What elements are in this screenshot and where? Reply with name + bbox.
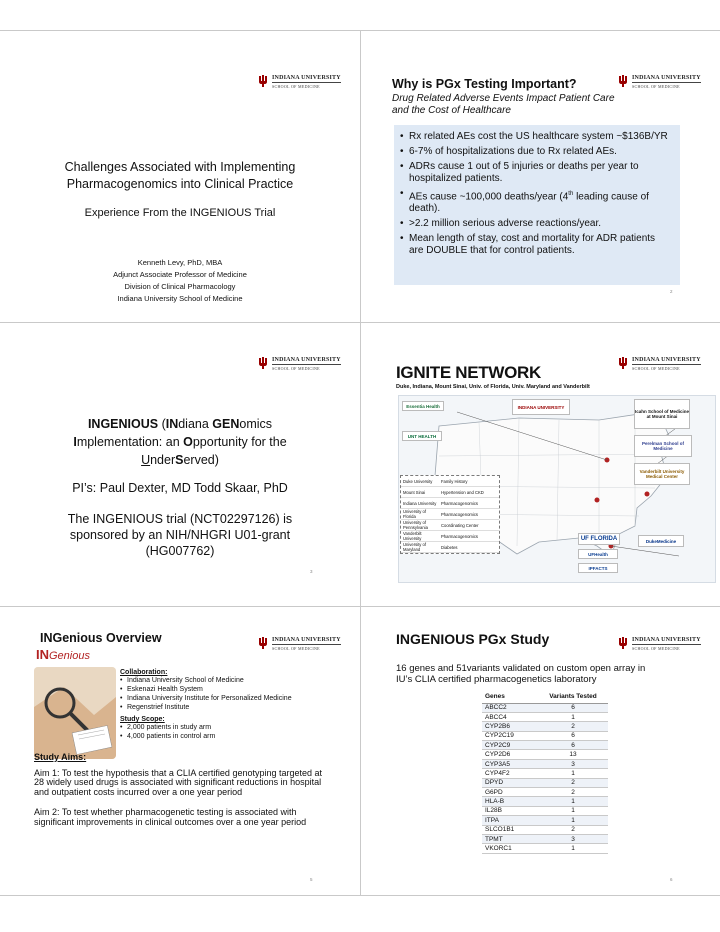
site-row: Duke University Family History: [401, 476, 499, 487]
collaborator-item: • Eskenazi Health System: [120, 685, 356, 694]
author-institution: Indiana University School of Medicine: [117, 294, 243, 303]
slide-2-subtitle-line2: and the Cost of Healthcare: [392, 105, 511, 116]
uf-health-logo: UFHealth: [578, 549, 618, 559]
site-row: University of Maryland Diabetes: [401, 542, 499, 553]
fact-bullet: • ADRs cause 1 out of 5 injuries or deaths per year to hospitalized patients.: [400, 161, 672, 185]
penn-logo: Perelman School of Medicine: [634, 435, 692, 457]
table-row: DPYD 2: [482, 778, 608, 787]
pgx-intro-line1: 16 genes and 51variants validated on custom open array in: [396, 663, 646, 674]
iu-trident-icon: [258, 357, 268, 369]
table-row: CYP2C19 6: [482, 731, 608, 740]
slide-1-title-line2: Pharmacogenomics into Clinical Practice: [66, 177, 294, 191]
unt-health-logo: UNT HEALTH: [402, 431, 442, 441]
table-row: IL28B 1: [482, 806, 608, 815]
table-row: CYP3A5 3: [482, 759, 608, 768]
author-role: Adjunct Associate Professor of Medicine: [113, 270, 247, 279]
ignite-sites-table: [400, 475, 500, 554]
table-row: CYP2B6 2: [482, 722, 608, 731]
trial-line1: The INGENIOUS trial (NCT02297126) is: [67, 512, 293, 526]
ingenious-acronym: INGENIOUS (INdiana GENomics Implementation: an Opportunity for the UnderServed): [73, 417, 287, 467]
slide-5-overview: [0, 607, 360, 891]
pharmacy-photo: [34, 667, 116, 759]
collaborator-item: • Indiana University School of Medicine: [120, 676, 356, 685]
column-header-genes: Genes: [482, 691, 538, 703]
site-row: Indiana University Pharmacogenomics: [401, 498, 499, 509]
ingenious-logo: INGenious: [36, 647, 90, 662]
ipfacts-logo: IPFACTS: [578, 563, 618, 573]
magnifier-icon: [34, 667, 116, 759]
scope-item: • 4,000 patients in control arm: [120, 732, 356, 741]
pgx-facts-box: [394, 125, 680, 285]
iu-logo: INDIANA UNIVERSITY SCHOOL OF MEDICINE: [258, 357, 341, 371]
iu-logo: INDIANA UNIVERSITY SCHOOL OF MEDICINE: [258, 75, 341, 89]
site-row: Vanderbilt University Pharmacogenomics: [401, 531, 499, 542]
table-row: VKORC1 1: [482, 844, 608, 853]
table-row: ABCC4 1: [482, 712, 608, 721]
aim-1: Aim 1: To test the hypothesis that a CLIA certified genotyping targeted at 28 widely used drugs is associated with significant reductions in hospital and outpatient costs incurred over a one year period: [34, 767, 323, 797]
slide-4-subtitle: Duke, Indiana, Mount Sinai, Univ. of Florida, Univ. Maryland and Vanderbilt: [396, 384, 590, 390]
trial-line2: sponsored by an NIH/NHGRI U01-grant: [69, 528, 291, 542]
page-number: 3: [310, 569, 313, 574]
author-division: Division of Clinical Pharmacology: [124, 282, 236, 291]
site-row: University of Florida Pharmacogenomics: [401, 509, 499, 520]
site-row: Mount Sinai Hypertension and CKD: [401, 487, 499, 498]
genes-variants-table: [482, 691, 608, 854]
column-header-variants: Variants Tested: [538, 691, 608, 703]
table-row: ITPA 1: [482, 816, 608, 825]
table-row: SLCO1B1 2: [482, 825, 608, 834]
table-row: CYP4F2 1: [482, 769, 608, 778]
slide-6-title: INGENIOUS PGx Study: [396, 631, 550, 647]
slide-4-title: IGNITE NETWORK: [396, 363, 542, 382]
trial-line3: (HG007762): [145, 544, 215, 558]
iu-trident-icon: [618, 75, 628, 87]
iu-trident-icon: [258, 637, 268, 649]
site-row: University of Pennsylvania Coordinating Center: [401, 520, 499, 531]
slide-3-ingenious: [0, 323, 360, 607]
slide-5-title: INGenious Overview: [40, 631, 162, 645]
fact-bullet: • AEs cause ~100,000 deaths/year (4th leading cause of death).: [400, 188, 672, 215]
collaboration-heading: Collaboration:: [120, 669, 168, 676]
fact-bullet: • Mean length of stay, cost and mortality for ADR patients are DOUBLE that for control patients.: [400, 233, 672, 257]
slide-1-title: [0, 31, 360, 315]
iu-trident-icon: [618, 357, 628, 369]
iu-logo: INDIANA UNIVERSITY SCHOOL OF MEDICINE: [618, 75, 701, 89]
fact-bullet: • Rx related AEs cost the US healthcare system ~$136B/YR: [400, 131, 672, 143]
fact-bullet: • 6-7% of hospitalizations due to Rx related AEs.: [400, 146, 672, 158]
slide-2-subtitle-line1: Drug Related Adverse Events Impact Patient Care: [392, 93, 615, 104]
pgx-intro-line2: IU’s CLIA certified pharmacogenetics laboratory: [396, 674, 597, 685]
slide-2-why-pgx: [360, 31, 720, 315]
study-aims-heading: Study Aims:: [34, 752, 87, 762]
iu-trident-icon: [618, 637, 628, 649]
table-row: CYP2D6 13: [482, 750, 608, 759]
slide-6-pgx-study: [360, 607, 720, 891]
scope-item: • 2,000 patients in study arm: [120, 723, 356, 732]
row-divider: [0, 895, 720, 896]
slide-4-ignite-network: [360, 323, 720, 607]
collaborator-item: • Indiana University Institute for Personalized Medicine: [120, 694, 356, 703]
slide-1-subtitle: Experience From the INGENIOUS Trial: [84, 207, 276, 219]
vanderbilt-logo: Vanderbilt University Medical Center: [634, 463, 690, 485]
slide-1-title-line1: Challenges Associated with Implementing: [64, 160, 296, 174]
iu-logo: INDIANA UNIVERSITY SCHOOL OF MEDICINE: [258, 637, 341, 651]
study-scope-heading: Study Scope:: [120, 716, 165, 723]
table-row: CYP2C9 6: [482, 741, 608, 750]
principal-investigators: PI’s: Paul Dexter, MD Todd Skaar, PhD: [72, 481, 288, 495]
page-number: 6: [670, 877, 673, 882]
duke-medicine-logo: DukeMedicine: [638, 535, 684, 547]
iu-logo: INDIANA UNIVERSITY SCHOOL OF MEDICINE: [618, 637, 701, 651]
page-number: 5: [310, 877, 313, 882]
indiana-logo: INDIANA UNIVERSITY: [512, 399, 570, 415]
aim-2: Aim 2: To test whether pharmacogenetic testing is associated with significant improvements in clinical outcomes over a one year period: [34, 807, 307, 827]
slide-2-title: Why is PGx Testing Important?: [392, 77, 577, 91]
iu-logo: INDIANA UNIVERSITY SCHOOL OF MEDICINE: [618, 357, 701, 371]
iu-trident-icon: [258, 75, 268, 87]
collaborator-item: • Regenstrief Institute: [120, 703, 356, 712]
table-row: TPMT 3: [482, 834, 608, 843]
fact-bullet: • >2.2 million serious adverse reactions/year.: [400, 218, 672, 230]
table-row: ABCC2 6: [482, 703, 608, 712]
page-number: 2: [670, 289, 673, 294]
essentia-logo: Essentia Health: [402, 401, 444, 411]
table-row: G6PD 2: [482, 788, 608, 797]
uf-florida-logo: UF FLORIDA: [578, 533, 620, 545]
mount-sinai-logo: Icahn School of Medicine at Mount Sinai: [634, 399, 690, 429]
table-row: HLA-B 1: [482, 797, 608, 806]
author-name: Kenneth Levy, PhD, MBA: [137, 258, 223, 267]
